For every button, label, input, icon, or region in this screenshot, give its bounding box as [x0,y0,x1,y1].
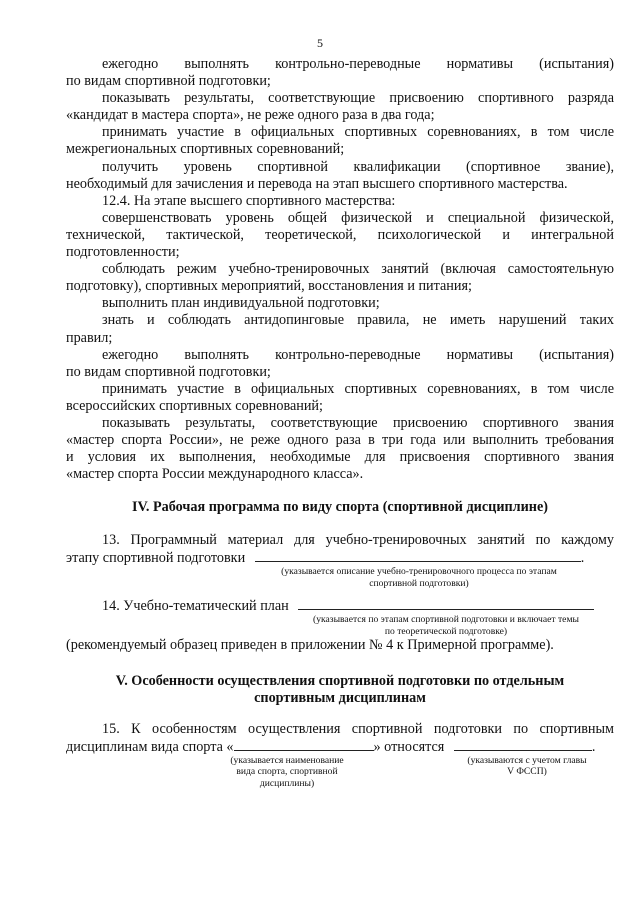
text-line: принимать участие в официальных спортивных соревнованиях, в том числе [102,124,614,141]
text-line: межрегиональных спортивных соревнований; [66,141,345,158]
text-line: «мастер спорта России», не реже одного раза в три года или выполнить требования [66,432,614,449]
item-15-line-2 [66,738,614,755]
text-line: знать и соблюдать антидопинговые правила, не иметь нарушений таких [102,312,614,329]
item-13-blank [255,549,581,562]
item-15-part-a: дисциплинам вида спорта « [66,738,234,755]
text-line: соблюдать режим учебно-тренировочных занятий (включая самостоятельную [102,261,614,278]
item-15-sport-blank [234,738,374,751]
note-left-line-1: (указывается наименование [230,754,344,766]
item-14-line [66,597,614,614]
item-13-note-line-2: спортивной подготовки) [369,577,469,589]
item-15-notes [66,755,614,795]
text-line: выполнить план индивидуальной подготовки; [102,295,380,312]
note-right-line-1: (указываются с учетом главы [467,754,587,766]
text-line: ежегодно выполнять контрольно-переводные нормативы (испытания) [102,56,614,72]
item-13-note [246,566,592,589]
text-line: по видам спортивной подготовки; [66,73,271,90]
item-15-part-b: » относятся [373,738,445,755]
item-13-note-line-1: (указывается описание учебно-тренировочного процесса по этапам [281,566,557,578]
item-13-line-2 [66,549,614,566]
item-13-label: этапу спортивной подготовки [66,550,246,567]
item-14-blank [298,597,594,610]
text-line: подготовленности; [66,244,180,261]
item-15-features-blank [454,738,592,751]
text-line: получить уровень спортивной квалификации (спортивное звание), [102,158,614,175]
text-line: подготовку), спортивных мероприятий, восстановления и питания; [66,278,472,295]
item-14-note-line-1: (указывается по этапам спортивной подготовки и включает темы [313,614,579,626]
item-15-line-1: 15. К особенностям осуществления спортивной подготовки по спортивным [102,720,614,737]
requirements-text [66,56,614,483]
item-13-end: . [580,550,585,567]
item-14-reference: (рекомендуемый образец приведен в приложении № 4 к Примерной программе). [66,637,554,654]
text-line: показывать результаты, соответствующие присвоению спортивного разряда [102,90,614,107]
item-14-note [286,614,606,637]
document-body [66,56,614,795]
text-line: технической, тактической, теоретической, психологической и интегральной [66,226,614,243]
text-line: всероссийских спортивных соревнований; [66,397,323,414]
text-line: «мастер спорта России международного класса». [66,466,364,483]
section-v-heading-line-2: спортивным дисциплинам [254,689,426,706]
page-number: 5 [317,36,323,50]
text-line: ежегодно выполнять контрольно-переводные нормативы (испытания) [102,346,614,363]
note-left-line-2: вида спорта, спортивной [236,766,338,778]
text-line: по видам спортивной подготовки; [66,363,271,380]
item-15-note-left [212,755,362,790]
item-13-line-1: 13. Программный материал для учебно-тренировочных занятий по каждому [102,532,614,549]
item-14-label: 14. Учебно-тематический план [102,598,289,615]
text-line: и условия их выполнения, необходимые для присвоения спортивного звания [66,449,614,466]
text-line: принимать участие в официальных спортивных соревнованиях, в том числе [102,380,614,397]
note-right-line-2: V ФССП) [507,766,547,778]
section-v-heading-line-1: V. Особенности осуществления спортивной подготовки по отдельным [115,672,565,689]
text-line: необходимый для зачисления и перевода на этап высшего спортивного мастерства. [66,175,568,192]
item-15-note-right [452,755,602,778]
text-line: правил; [66,329,113,346]
text-line: 12.4. На этапе высшего спортивного мастерства: [102,192,396,209]
note-left-line-3: дисциплины) [259,777,315,789]
text-line: совершенствовать уровень общей физической и специальной физической, [102,209,614,226]
text-line: показывать результаты, соответствующие присвоению спортивного звания [102,414,614,431]
item-15-end: . [591,738,596,755]
item-14-note-line-2: по теоретической подготовке) [384,625,508,637]
section-iv-heading: IV. Рабочая программа по виду спорта (спортивной дисциплине) [131,499,548,516]
text-line: «кандидат в мастера спорта», не реже одного раза в два года; [66,107,435,124]
